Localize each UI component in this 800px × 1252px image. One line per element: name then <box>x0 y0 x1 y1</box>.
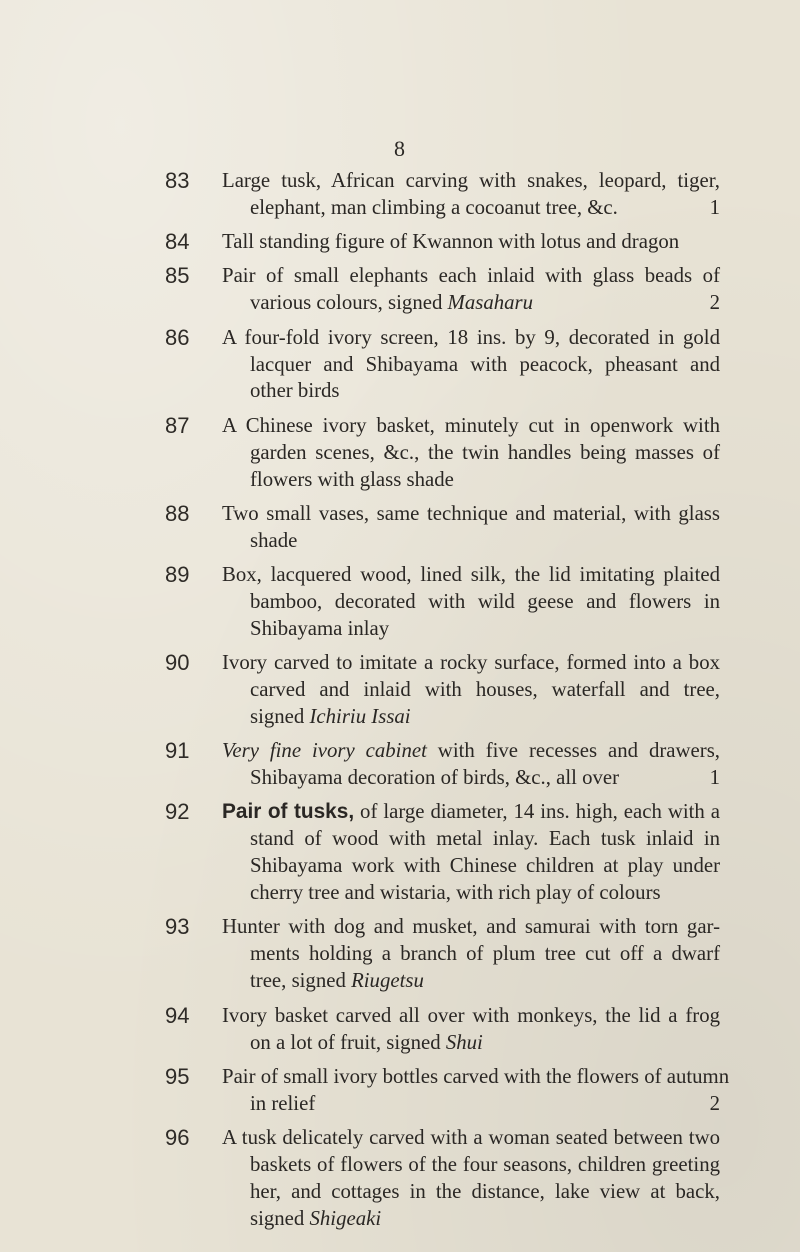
lot-description <box>222 914 720 995</box>
description-line: Shibayama decoration of birds, &c., all over <box>250 766 620 790</box>
description-line: baskets of flowers of the four seasons, children greeting <box>250 1152 720 1176</box>
description-line: Two small vases, same technique and material, with glass <box>222 501 720 525</box>
lot-number: 93 <box>165 914 190 940</box>
lot-description <box>222 738 720 792</box>
lot-description <box>222 413 720 494</box>
lot-description <box>222 562 720 643</box>
lot-quantity: 2 <box>709 291 720 315</box>
description-line: Ivory basket carved all over with monkeys, the lid a frog <box>222 1003 720 1027</box>
lot-quantity: 1 <box>709 195 720 219</box>
description-line: on a lot of fruit, signed <box>250 1030 446 1054</box>
description-line: Shibayama inlay <box>250 616 390 640</box>
lot-description <box>222 799 720 907</box>
maker-signature: Ichiriu Issai <box>309 704 411 728</box>
lot-description <box>222 650 720 731</box>
description-line: lacquer and Shibayama with peacock, pheasant and <box>250 352 720 376</box>
description-line: garden scenes, &c., the twin handles being masses of <box>250 440 720 464</box>
description-line: Large tusk, African carving with snakes, leopard, tiger, <box>222 169 720 192</box>
description-line: Pair of small ivory bottles carved with the flowers of autumn <box>222 1064 730 1088</box>
description-line: Shibayama work with Chinese children at play under <box>250 854 720 878</box>
description-line: elephant, man climbing a cocoanut tree, &c. <box>250 195 618 219</box>
description-line: other birds <box>250 379 340 403</box>
lot-number: 86 <box>165 324 190 350</box>
lot-number: 92 <box>165 799 190 825</box>
description-line: Pair of small elephants each inlaid with glass beads of <box>222 264 720 288</box>
description-line: tree, signed <box>250 969 352 993</box>
lot-heading: Pair of tusks, <box>222 800 355 824</box>
page-number: 8 <box>394 136 406 161</box>
description-line: Hunter with dog and musket, and samurai with torn gar- <box>222 915 720 939</box>
description-line: bamboo, decorated with wild geese and flowers in <box>250 589 720 613</box>
description-line: stand of wood with metal inlay. Each tusk inlaid in <box>250 827 720 851</box>
description-line: Ivory carved to imitate a rocky surface, formed into a box <box>222 651 720 675</box>
lot-number: 90 <box>165 650 190 676</box>
description-line: shade <box>250 528 298 552</box>
lot-number: 83 <box>165 168 190 193</box>
lot-number: 89 <box>165 562 190 588</box>
lot-quantity: 2 <box>709 1091 720 1115</box>
maker-signature: Shui <box>445 1030 483 1054</box>
lot-number: 95 <box>165 1063 190 1089</box>
description-line: Box, lacquered wood, lined silk, the lid imitating plaited <box>222 563 720 587</box>
lot-description <box>222 1125 720 1233</box>
description-line: in relief <box>250 1091 316 1115</box>
lot-number: 94 <box>165 1002 190 1028</box>
lot-heading: Very fine ivory cabinet <box>222 739 427 763</box>
lot-description <box>222 1003 720 1057</box>
lot-number: 84 <box>165 229 190 255</box>
maker-signature: Shigeaki <box>309 1206 382 1230</box>
lot-number: 85 <box>165 263 190 289</box>
maker-signature: Masaharu <box>447 291 534 315</box>
lot-number: 91 <box>165 738 190 764</box>
description-line: cherry tree and wistaria, with rich play of colours <box>250 881 661 905</box>
description-line: A four-fold ivory screen, 18 ins. by 9, decorated in gold <box>222 325 720 349</box>
lot-description <box>222 501 720 555</box>
description-line: various colours, signed <box>250 291 448 315</box>
lot-description <box>222 168 720 222</box>
description-line: signed <box>250 704 310 728</box>
description-line: Tall standing figure of Kwannon with lotus and dragon <box>222 230 680 254</box>
lot-description <box>222 229 720 256</box>
description-line: ments holding a branch of plum tree cut off a dwarf <box>250 942 720 966</box>
maker-signature: Riugetsu <box>351 969 424 993</box>
lot-description <box>222 325 720 406</box>
description-line: signed <box>250 1206 310 1230</box>
lot-number: 87 <box>165 412 190 438</box>
lot-number: 88 <box>165 500 190 526</box>
description-line: A tusk delicately carved with a woman seated between two <box>222 1125 720 1149</box>
lot-number: 96 <box>165 1124 190 1150</box>
description-line: flowers with glass shade <box>250 467 454 491</box>
description-line: with five recesses and drawers, <box>426 739 720 763</box>
lot-description <box>222 263 720 317</box>
lot-description <box>222 1064 730 1118</box>
description-line: of large diameter, 14 ins. high, each with a <box>354 800 720 824</box>
description-line: A Chinese ivory basket, minutely cut in openwork with <box>222 413 720 437</box>
description-line: her, and cottages in the distance, lake view at back, <box>250 1179 720 1203</box>
description-line: carved and inlaid with houses, waterfall and tree, <box>250 678 720 702</box>
lot-quantity: 1 <box>709 766 720 790</box>
